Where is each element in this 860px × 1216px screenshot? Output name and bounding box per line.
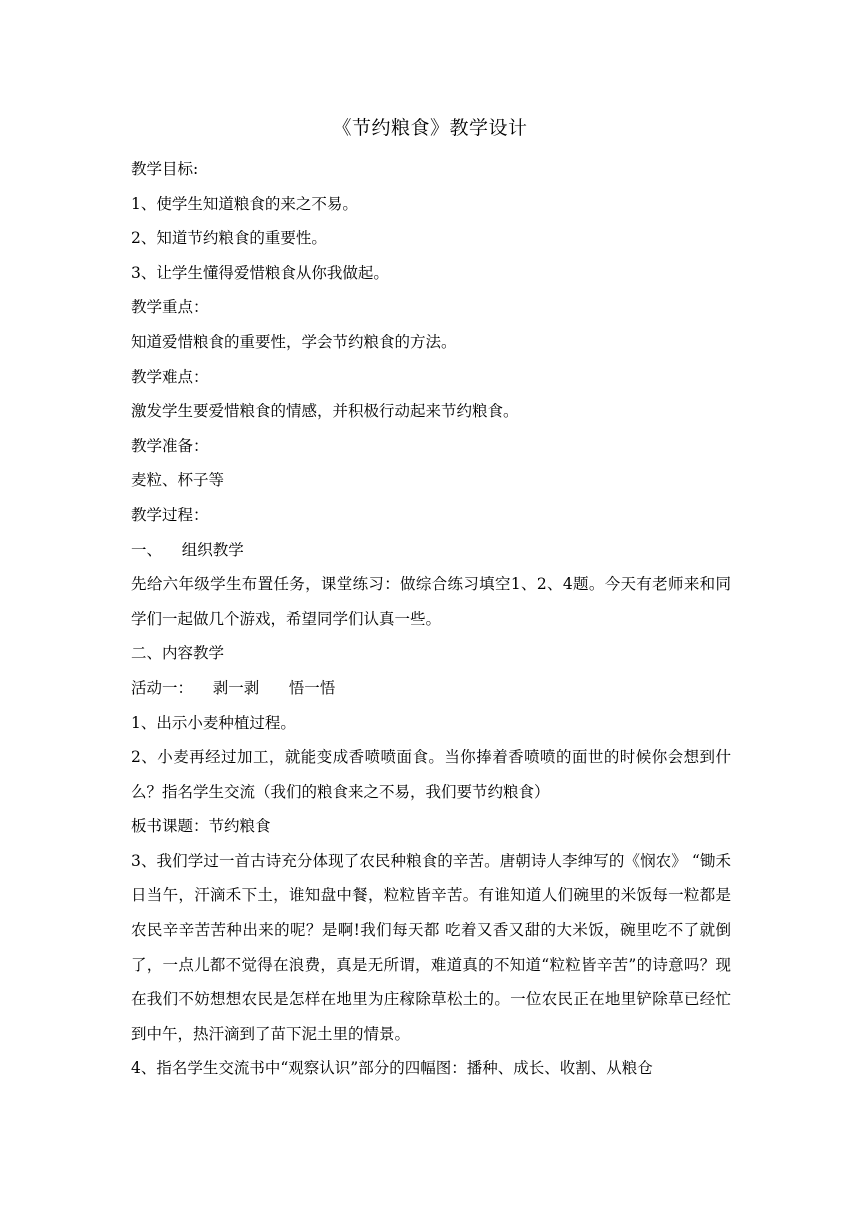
- paragraph-goal-1: 1、使学生知道粮食的来之不易。: [131, 194, 358, 213]
- paragraph-key-points: 知道爱惜粮食的重要性，学会节约粮食的方法。: [131, 332, 457, 351]
- paragraph-process-heading: 教学过程：: [131, 505, 209, 524]
- paragraph-activity-1-heading: 活动一： 剥一剥 悟一悟: [131, 678, 336, 697]
- document-title: 《节约粮食》教学设计: [332, 117, 528, 139]
- paragraph-key-points-heading: 教学重点：: [131, 298, 209, 317]
- paragraph-difficulties-heading: 教学难点：: [131, 367, 209, 386]
- paragraph-section-1-heading: 一、 组织教学: [131, 540, 244, 559]
- paragraph-preparation: 麦粒、杯子等: [131, 471, 225, 490]
- document-body: [131, 152, 731, 1086]
- paragraph-goal-3: 3、让学生懂得爱惜粮食从你我做起。: [131, 263, 389, 282]
- paragraph-section-2-heading: 二、内容教学: [131, 644, 225, 663]
- paragraph-step-3: 3、我们学过一首古诗充分体现了农民种粮食的辛苦。唐朝诗人李绅写的《悯农》 “锄禾日当午，汗滴禾下土，谁知盘中餐，粒粒皆辛苦。有谁知道人们碗里的米饭每一粒都是农民辛辛苦苦种出来的呢？是啊!我们每天都 吃着又香又甜的大米饭，碗里吃不了就倒了，一点儿都不觉得在浪费，真是无所谓，难道真的不知道“粒粒皆辛苦”的诗意吗？现在我们不妨想想农民是怎样在地里为庄稼除草松土的。一位农民正在地里铲除草已经忙到中午，热汗滴到了苗下泥土里的情景。: [131, 851, 731, 1043]
- paragraph-step-4: 4、指名学生交流书中“观察认识”部分的四幅图：播种、成长、收割、从粮仓: [131, 1059, 653, 1078]
- paragraph-board-title: 板书课题：节约粮食: [131, 817, 271, 836]
- paragraph-teaching-goals-heading: 教学目标:: [131, 160, 199, 178]
- paragraph-section-1-body: 先给六年级学生布置任务，课堂练习：做综合练习填空1、2、4题。今天有老师来和同学们一起做几个游戏，希望同学们认真一些。: [131, 575, 731, 628]
- paragraph-step-2: 2、小麦再经过加工，就能变成香喷喷面食。当你捧着香喷喷的面世的时候你会想到什么？指名学生交流（我们的粮食来之不易，我们要节约粮食）: [131, 748, 731, 801]
- paragraph-step-1: 1、出示小麦种植过程。: [131, 713, 296, 732]
- paragraph-goal-2: 2、知道节约粮食的重要性。: [131, 229, 327, 248]
- paragraph-difficulties: 激发学生要爱惜粮食的情感，并积极行动起来节约粮食。: [131, 402, 519, 421]
- paragraph-preparation-heading: 教学准备：: [131, 436, 209, 455]
